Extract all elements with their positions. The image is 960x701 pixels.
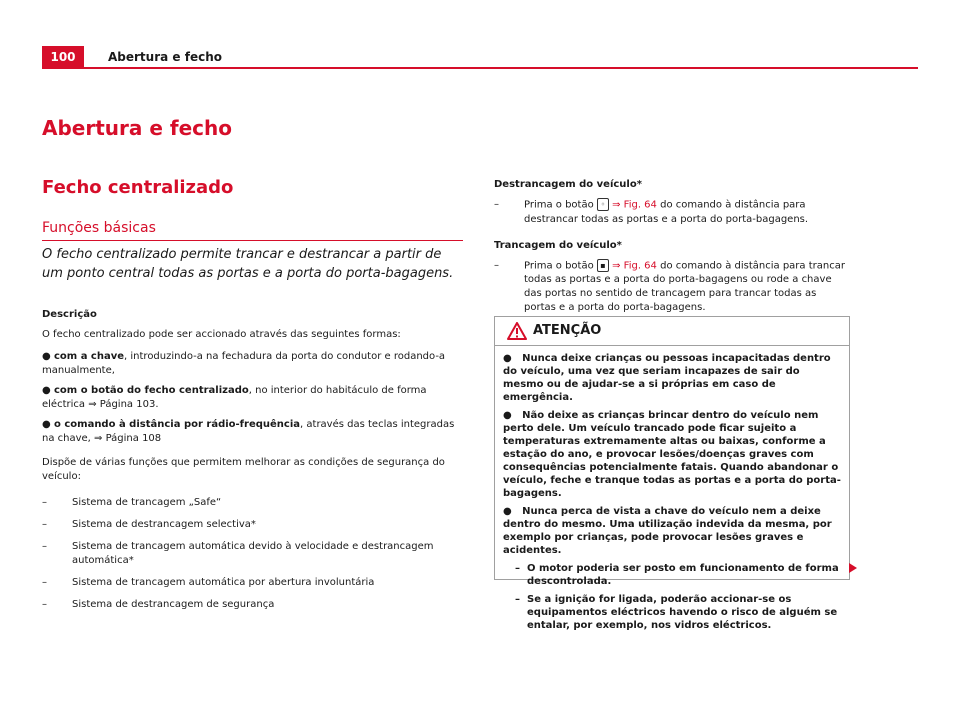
warning-item (503, 352, 841, 404)
list-item-text: Sistema de trancagem „Safe“ (72, 497, 222, 508)
dash-icon: – (494, 199, 499, 210)
dash-icon: – (42, 577, 47, 588)
warning-sub-item (515, 562, 841, 588)
list-item-text: Sistema de destrancagem selectiva* (72, 519, 256, 530)
warning-item-text: Não deixe as crianças brincar dentro do veículo nem perto dele. Um veículo trancado pode ficar sujeito a temperaturas extremamente altas ou baixas, conforme a estação do ano, e provocar lesões/doenças graves com consequências potencialmente fatais. Quando abandonar o veículo, feche e tranque todas as portas e a porta do porta-bagagens. (503, 410, 841, 499)
bullet-text: , introduzindo-a na fechadura da porta do condutor e rodando-a manualmente, (42, 351, 446, 376)
lock-step-post: do comando à distância para trancar todas as portas e a porta do porta-bagagens ou rode a chave das portas no sentido de trancagem para trancar todas as portas e a porta do porta-bagagens. (524, 260, 845, 313)
dash-icon: – (42, 519, 47, 530)
list-item (42, 540, 466, 568)
page-title: Abertura e fecho (42, 116, 232, 140)
bullet-icon: ● (503, 410, 523, 421)
continue-arrow-icon (849, 563, 857, 573)
unlock-step-text (524, 198, 850, 227)
bullet-icon: ● (42, 385, 51, 396)
lock-heading: Trancagem do veículo* (494, 239, 622, 251)
lock-figure-link[interactable]: ⇒ Fig. 64 (612, 260, 657, 271)
unlock-heading: Destrancagem do veículo* (494, 179, 642, 190)
warning-header (495, 317, 849, 346)
unlock-step (494, 198, 850, 227)
list-item (42, 598, 466, 612)
warning-item-text: Nunca deixe crianças ou pessoas incapacitadas dentro do veículo, uma vez que seriam incapazes de sair do mesmo ou de ajudar-se a si próprias em caso de emergência. (503, 353, 831, 403)
warning-sub-item (515, 593, 841, 632)
lock-step-text (524, 259, 850, 316)
bullet-item (42, 418, 466, 446)
section-title: Fecho centralizado (42, 177, 234, 198)
bullet-bold: com a chave (54, 351, 125, 362)
lock-key-icon: ▪ (597, 259, 609, 272)
warning-triangle-icon (507, 322, 527, 340)
dash-icon: – (42, 497, 47, 508)
list-item (42, 496, 466, 510)
bullet-icon: ● (42, 351, 51, 362)
bullet-text: , no interior do habitáculo de forma eléctrica ⇒ Página 103. (42, 385, 427, 410)
dash-icon: – (515, 594, 520, 605)
bullet-icon: ● (503, 353, 523, 364)
dash-icon: – (42, 599, 47, 610)
unlock-step-pre: Prima o botão (524, 199, 594, 211)
warning-body (495, 346, 849, 632)
list-item-text: Sistema de trancagem automática devido à velocidade e destrancagem automática* (72, 541, 434, 566)
bullet-icon: ● (503, 506, 523, 517)
lock-step (494, 259, 850, 316)
bullet-item (42, 384, 466, 412)
warning-item (503, 409, 841, 500)
warning-sub-text: Se a ignição for ligada, poderão accionar-se os equipamentos eléctricos havendo o risco de alguém se entalar, por exemplo, nos vidros eléctricos. (527, 594, 838, 631)
subsection-title: Funções básicas (42, 220, 156, 236)
list-item (42, 518, 466, 532)
functions-text: Dispõe de várias funções que permitem melhorar as condições de segurança do veículo: (42, 457, 445, 482)
dash-icon: – (515, 563, 520, 574)
bullet-icon: ● (42, 419, 51, 430)
description-text: O fecho centralizado pode ser accionado através das seguintes formas: (42, 329, 401, 340)
header-rule (42, 67, 918, 69)
running-header: Abertura e fecho (108, 50, 222, 64)
page-number: 100 (42, 46, 84, 68)
list-item-text: Sistema de trancagem automática por abertura involuntária (72, 577, 375, 588)
warning-item (503, 505, 841, 557)
list-item (42, 576, 466, 590)
unlock-figure-link[interactable]: ⇒ Fig. 64 (612, 199, 657, 211)
dash-icon: – (494, 259, 499, 271)
left-column (42, 308, 466, 620)
dash-icon: – (42, 541, 47, 552)
right-column (494, 178, 850, 323)
unlock-step-post: do comando à distância para destrancar todas as portas e a porta do porta-bagagens. (524, 199, 809, 225)
lock-step-pre: Prima o botão (524, 260, 594, 271)
bullet-text: , através das teclas integradas na chave, ⇒ Página 108 (42, 419, 455, 444)
unlock-key-icon: ◦ (597, 198, 609, 211)
bullet-bold: com o botão do fecho centralizado (54, 385, 249, 396)
bullet-item (42, 350, 466, 378)
list-item-text: Sistema de destrancagem de segurança (72, 599, 275, 610)
warning-box (494, 316, 850, 631)
description-heading: Descrição (42, 309, 97, 320)
warning-title: ATENÇÃO (533, 323, 602, 338)
subsection-rule (42, 240, 463, 241)
warning-item-text: Nunca perca de vista a chave do veículo nem a deixe dentro do mesmo. Uma utilização indevida da mesma, por exemplo por crianças, pode provocar lesões graves e acidentes. (503, 506, 832, 556)
warning-sub-text: O motor poderia ser posto em funcionamento de forma descontrolada. (527, 563, 839, 587)
intro-text: O fecho centralizado permite trancar e destrancar a partir de um ponto central todas as portas e a porta do porta-bagagens. (42, 247, 454, 281)
bullet-bold: o comando à distância por rádio-frequência (54, 419, 301, 430)
